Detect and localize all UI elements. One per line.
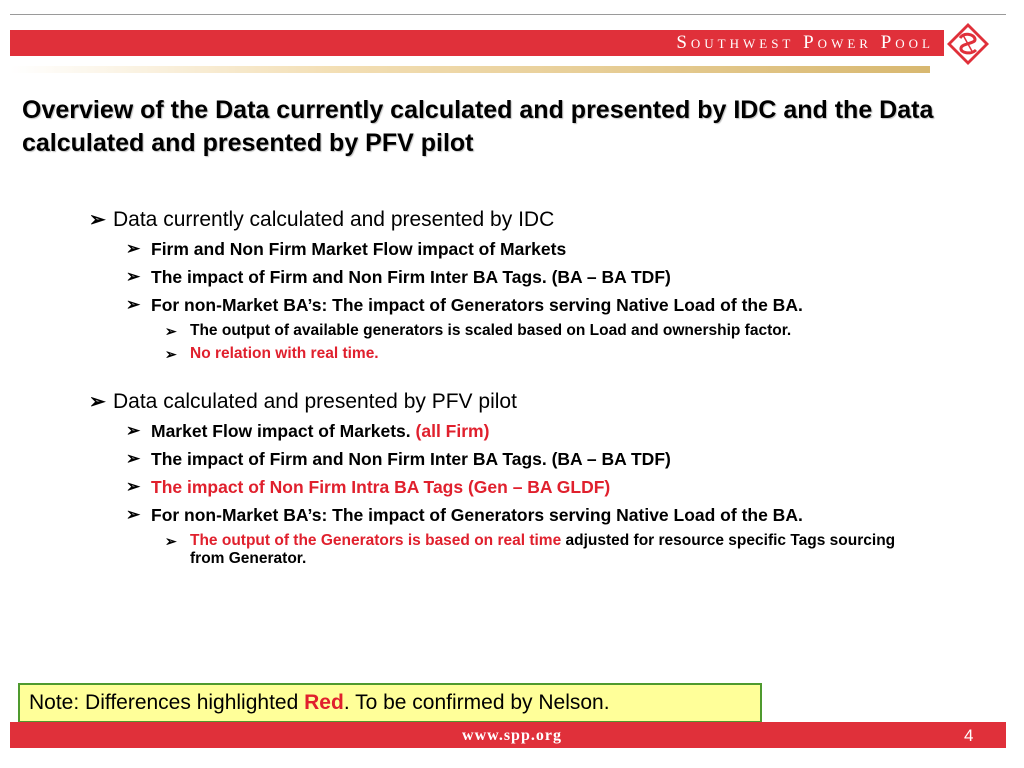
arrow-bullet-icon: ➢ xyxy=(126,239,141,258)
arrow-bullet-icon: ➢ xyxy=(126,449,141,468)
note-box xyxy=(18,683,762,723)
arrow-bullet-icon: ➢ xyxy=(126,477,141,496)
note-prefix: Note: Differences highlighted xyxy=(29,691,299,714)
bullet-level2 xyxy=(126,266,931,294)
arrow-bullet-icon: ➢ xyxy=(126,505,141,524)
top-divider xyxy=(10,14,1006,15)
bullet-text: Market Flow impact of Markets. xyxy=(151,421,411,441)
bullet-text: For non-Market BA’s: The impact of Generators serving Native Load of the BA. xyxy=(151,505,803,525)
bullet-text-highlight: (all Firm) xyxy=(415,421,490,441)
arrow-bullet-icon: ➢ xyxy=(126,267,141,286)
bullet-text: The output of available generators is scaled based on Load and ownership factor. xyxy=(190,322,792,339)
bullet-text-highlight: The output of the Generators is based on real time xyxy=(190,532,562,549)
arrow-bullet-icon: ➢ xyxy=(89,209,106,231)
accent-bar xyxy=(10,66,930,73)
arrow-bullet-icon: ➢ xyxy=(165,346,177,362)
footer-url-link[interactable]: www.spp.org xyxy=(462,727,562,744)
brand-name: Southwest Power Pool xyxy=(676,32,934,53)
bullet-text: Firm and Non Firm Market Flow impact of Markets xyxy=(151,239,567,259)
bullet-level2 xyxy=(126,448,931,476)
section-heading: Data calculated and presented by PFV pilot xyxy=(113,390,517,413)
bullet-level3 xyxy=(165,322,910,345)
bullet-level2 xyxy=(126,420,931,448)
note-suffix: . To be confirmed by Nelson. xyxy=(343,691,610,714)
bullet-text: The impact of Firm and Non Firm Inter BA Tags. (BA – BA TDF) xyxy=(151,449,671,469)
bullet-text: For non-Market BA’s: The impact of Generators serving Native Load of the BA. xyxy=(151,295,803,315)
section-pfv xyxy=(0,390,1024,573)
bullet-level2 xyxy=(126,504,931,532)
page-number: 4 xyxy=(964,726,974,745)
arrow-bullet-icon: ➢ xyxy=(165,323,177,339)
arrow-bullet-icon: ➢ xyxy=(126,421,141,440)
section-heading: Data currently calculated and presented by IDC xyxy=(113,208,555,231)
slide-content xyxy=(0,208,1024,573)
slide-title: Overview of the Data currently calculated and presented by IDC and the Data calculated and presented by PFV pilot xyxy=(22,96,934,157)
bullet-level1 xyxy=(89,390,973,414)
bullet-text: The impact of Firm and Non Firm Inter BA Tags. (BA – BA TDF) xyxy=(151,267,671,287)
arrow-bullet-icon: ➢ xyxy=(165,533,177,549)
spp-logo-icon xyxy=(946,22,990,66)
bullet-level3 xyxy=(165,532,910,573)
bullet-text-highlight: The impact of Non Firm Intra BA Tags (Gen – BA GLDF) xyxy=(151,477,611,497)
section-idc xyxy=(0,208,1024,368)
bullet-level2 xyxy=(126,238,931,266)
bullet-text: adjusted for resource specific Tags sourcing from Generator. xyxy=(190,532,896,567)
note-red-word: Red xyxy=(304,691,344,714)
bullet-level2 xyxy=(126,294,931,322)
bullet-level3 xyxy=(165,345,910,368)
arrow-bullet-icon: ➢ xyxy=(126,295,141,314)
bullet-level2 xyxy=(126,476,931,504)
arrow-bullet-icon: ➢ xyxy=(89,391,106,413)
bullet-level1 xyxy=(89,208,973,232)
bullet-text-highlight: No relation with real time. xyxy=(190,345,379,362)
